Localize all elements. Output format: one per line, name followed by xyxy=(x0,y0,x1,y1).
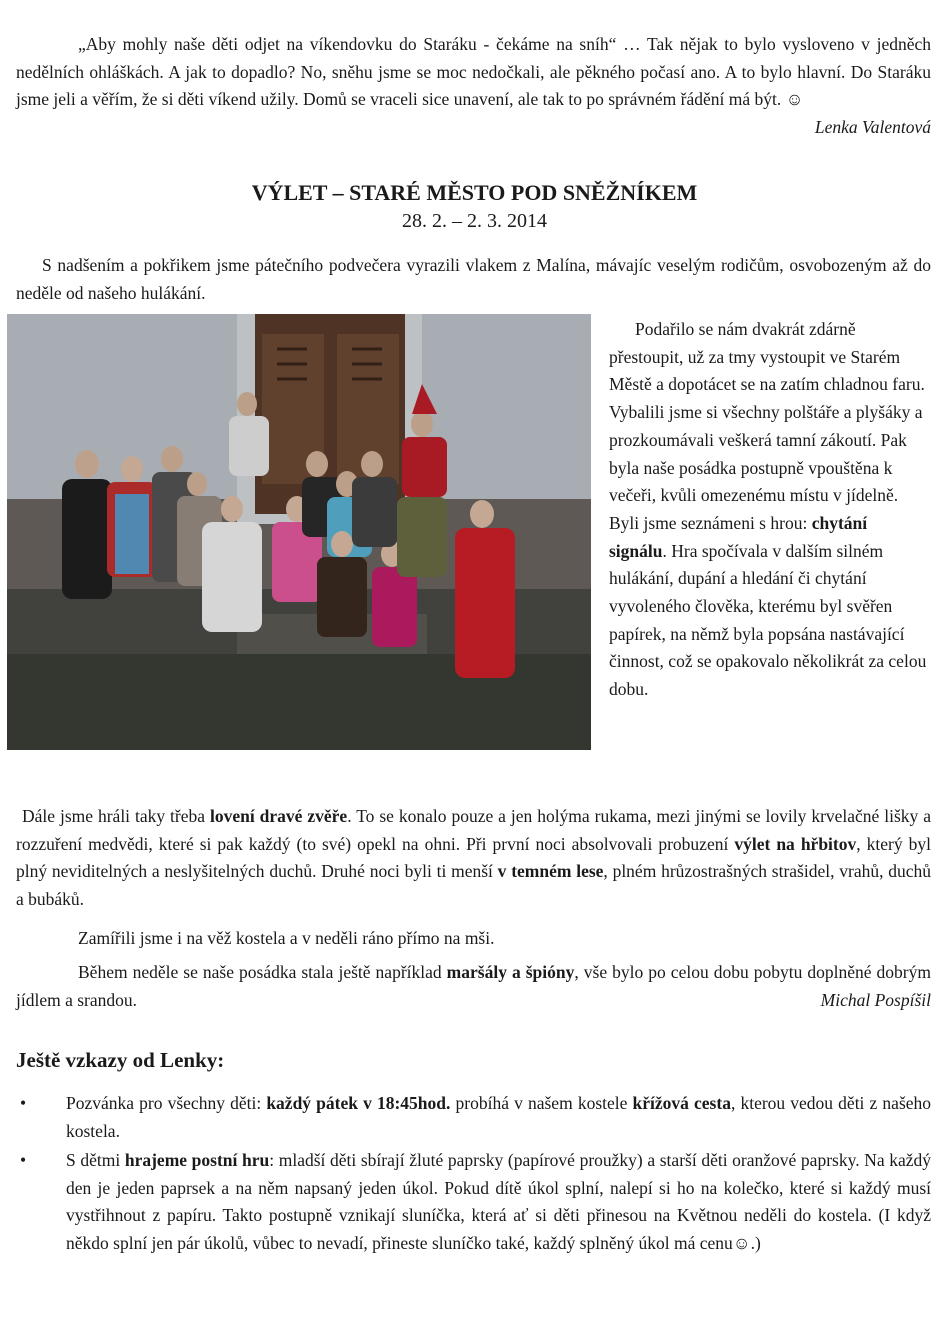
notes-heading: Ještě vzkazy od Lenky: xyxy=(16,1048,225,1072)
article-paragraph-3: Zamířili jsme i na věž kostela a v neděli ráno přímo na mši. xyxy=(78,928,495,948)
article-paragraph-2 xyxy=(16,803,931,913)
group-photo xyxy=(7,314,591,750)
side-text-1: Podařilo se nám dvakrát zdárně přestoupit, už za tmy vystoupit ve Starém Městě a dopotácet se na zatím chladnou faru. Vybalili jsme si všechny polštáře a plyšáky a prozkoumávali veškerá tamní zákoutí. Pak byla naše posádka postupně vpouštěna k večeři, kvůli omezenému místu v jídelně. Byli jsme seznámeni s hrou: xyxy=(609,319,925,533)
p2-text-a: Dále jsme hráli taky třeba xyxy=(22,806,210,826)
p2-bold-2: výlet na hřbitov xyxy=(734,833,857,854)
article-lead: S nadšením a pokřikem jsme pátečního podvečera vyrazili vlakem z Malína, mávajíc veselým rodičům, osvobozeným až do neděle od našeho hulákání. xyxy=(16,255,931,303)
side-text-bold: chytání signálu xyxy=(609,512,868,561)
item2-text-c: : mladší děti sbírají žluté paprsky (papírové proužky) a starší děti oranžové paprsky. Na každý den je jeden paprsek a na něm napsaný jeden úkol. Pokud dítě úkol splní, nalepí si ho na kolečko, které si každý musí vystřihnout z papíru. Takto postupně vznikají sluníčka, která ať si děti přinesou na Květnou neděli do kostela. (I když někdo splní jen pár úkolů, vůbec to nevadí, přineste sluníčko také, každý splněný úkol má cenu☺.) xyxy=(66,1150,932,1253)
bullet-icon: • xyxy=(20,1150,27,1170)
intro-author: Lenka Valentová xyxy=(814,116,931,137)
item1-text-c: probíhá v našem kostele xyxy=(450,1093,633,1113)
item1-bold-1: každý pátek v 18:45hod. xyxy=(266,1093,451,1113)
p2-text-e: , plném hrůzostrašných strašidel, vrahů, duchů a bubáků. xyxy=(16,861,931,909)
side-text-2: . Hra spočívala v dalším silném hulákání, dupání a hledání či chytání vyvoleného člověka, kterému byl svěřen papírek, na němž byla popsána nastávající činnost, což se opakovalo několikrát za celou dobu. xyxy=(609,540,927,700)
article-author: Michal Pospíšil xyxy=(820,989,931,1010)
article-dates: 28. 2. – 2. 3. 2014 xyxy=(402,210,547,232)
p4-bold: maršály a špióny xyxy=(446,962,575,982)
group-photo-illustration xyxy=(7,314,591,750)
intro-text: „Aby mohly naše děti odjet na víkendovku do Staráku - čekáme na sníh“ … Tak nějak to bylo vysloveno v jedněch nedělních ohláškách. A jak to dopadlo? No, sněhu jsme se moc nedočkali, ale pěkného počasí ano. A to bylo hlavní. Do Staráku jsme jeli a věřím, že si děti víkend užily. Domů se vraceli sice unavení, ale tak to po správném řádění má být. ☺ xyxy=(16,34,931,109)
article-title: VÝLET – STARÉ MĚSTO POD SNĚŽNÍKEM xyxy=(251,180,698,205)
list-item xyxy=(16,1147,931,1257)
p2-bold-1: lovení dravé zvěře xyxy=(209,806,348,826)
p2-text-c: . To se konalo pouze a jen holýma rukama, mezi jinými se lovily krvelačné lišky a rozzuření medvědi, které si pak každý (to své) opekl na ohni. Při první noci absolvovali probuzení xyxy=(16,806,932,854)
p2-text-d: , který byl plný neviditelných a neslyšitelných duchů. Druhé noci byli ti menší xyxy=(16,833,931,881)
list-item xyxy=(16,1090,931,1145)
article-side-text xyxy=(609,316,929,704)
item1-text-a: Pozvánka pro všechny děti: xyxy=(66,1093,267,1113)
article-paragraph-4 xyxy=(16,959,931,1014)
item1-bold-2: křížová cesta xyxy=(632,1093,731,1113)
p2-bold-3: v temném lese xyxy=(497,861,604,881)
p4-text-a: Během neděle se naše posádka stala ještě například xyxy=(78,962,447,982)
notes-list xyxy=(16,1090,931,1259)
p4-text-c: , vše bylo po celou dobu pobytu doplněné dobrým jídlem a srandou. xyxy=(16,962,931,1010)
item2-text-a: S dětmi xyxy=(66,1150,125,1170)
item2-bold: hrajeme postní hru xyxy=(124,1150,270,1170)
intro-paragraph xyxy=(16,31,931,141)
item1-text-d: , kterou vedou děti z našeho kostela. xyxy=(66,1093,932,1141)
bullet-icon: • xyxy=(20,1093,27,1113)
